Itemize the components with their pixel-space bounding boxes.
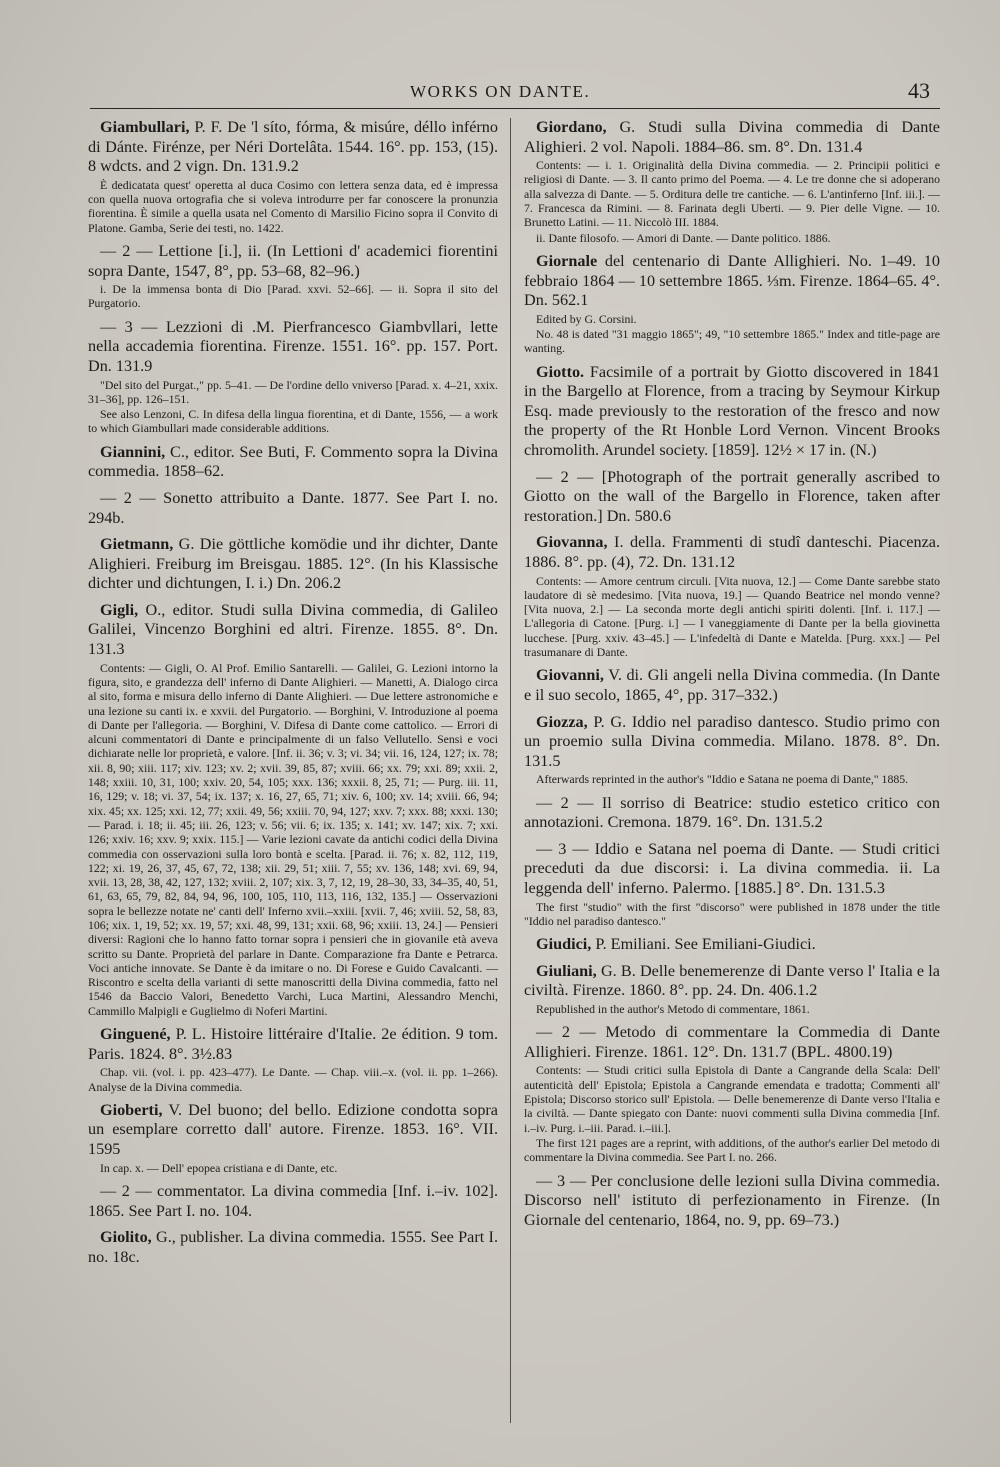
entry-description: P. G. Iddio nel paradiso dantesco. Studio primo con un proemio sulla Divina commedia. Milano. 1878. 8°. Dn. 131.5 — [524, 712, 940, 770]
catalog-entry — [524, 468, 940, 527]
catalog-entry — [524, 666, 940, 705]
entry-text — [88, 1182, 498, 1221]
catalog-entry — [524, 713, 940, 787]
entry-description: V. di. Gli angeli nella Divina commedia. (In Dante e il suo secolo, 1865, 4°, pp. 317–332.) — [524, 666, 940, 704]
entry-text — [524, 713, 940, 772]
entry-heading: Giovanni, — [536, 666, 604, 685]
entry-note: ii. Dante filosofo. — Amori di Dante. — Dante politico. 1886. — [536, 230, 831, 245]
entry-text — [524, 533, 940, 572]
entry-text — [88, 1228, 498, 1267]
entry-description: — 2 — Metodo di commentare la Commedia di Dante Allighieri. Firenze. 1861. 12°. Dn. 131.7 (BPL. 4800.19) — [524, 1023, 940, 1061]
entry-text — [524, 666, 940, 705]
right-column — [524, 118, 940, 1438]
catalog-entry — [524, 1023, 940, 1164]
entry-text — [88, 489, 498, 528]
entry-note: Republished in the author's Metodo di commentare, 1861. — [536, 1001, 810, 1016]
catalog-entry — [524, 794, 940, 833]
entry-text — [524, 118, 940, 157]
entry-text — [88, 1101, 498, 1160]
running-head-title: WORKS ON DANTE. — [410, 82, 591, 101]
entry-note: È dedicatata quest' operetta al duca Cosimo con lettera senza data, ed è impressa con quella nuova ortografia che si voleva introdurre per far conoscere la pronunzia fiorentina. È simile a quella usata nel Comento di Marsilio Ficino sopra il Convito di Platone. Gamba, Serie dei testi, no. 1422. — [88, 177, 498, 235]
entry-description: — 3 — Per conclusione delle lezioni sulla Divina commedia. Discorso nell' istituto di perfezionamento in Firenze. (In Giornale del centenario, 1864, no. 9, pp. 69–73.) — [524, 1171, 940, 1229]
catalog-entry — [88, 118, 498, 235]
entry-heading: Giambullari, — [100, 118, 190, 136]
entry-text — [524, 840, 940, 899]
entry-description: — 3 — Lezzioni di .M. Pierfrancesco Giambvllari, lette nella accademia fiorentina. Firenze. 1551. 16°. pp. 157. Port. Dn. 131.9 — [88, 317, 498, 375]
entry-note: Edited by G. Corsini. — [536, 311, 637, 326]
entry-text — [88, 242, 498, 281]
catalog-entry — [88, 1101, 498, 1175]
catalog-entry — [88, 1182, 498, 1221]
entry-heading: Giovanna, — [536, 533, 608, 552]
entry-text — [88, 318, 498, 377]
entry-text — [524, 1023, 940, 1062]
entry-heading: Giornale — [536, 251, 598, 270]
entry-description: — 2 — Lettione [i.], ii. (In Lettioni d' academici fiorentini sopra Dante, 1547, 8°, pp. 53–68, 82–96.) — [88, 241, 498, 280]
entry-text — [524, 794, 940, 833]
entry-note: Contents: — Gigli, O. Al Prof. Emilio Santarelli. — Galilei, G. Lezioni intorno la figura, sito, e grandezza dell' inferno di Dante Alighieri. — Manetti, A. Dialogo circa al sito, forma e misura dello inferno di Dante Alighieri. — Due lettere astronomiche e una lezione su canti ix. e xxvii. del Purgatorio. — Borghini, V. Introduzione al poema di Dante per l'allegoria. — Borghini, V. Difesa di Dante come cattolico. — Errori di alcuni commentatori di Dante e principalmente di un falso Vellutello. Sensi e voci dichiarate nelle lor proprietà, e valore. [Inf. ii. 36; v. 3; vi. 34; vii. 16, 124, 127; ix. 78; xii. 8, 90; xiii. 117; xiv. 123; xv. 2; xvii. 39, 85, 87; xviii. 66; xx. 79; xxi. 89; xxii. 2, 148; xxiii. 10, 31, 100; xxiv. 20, 54, 105; xxx. 136; xxxii. 8, 25, 71; — Purg. iii. 11, 16, 129; v. 18; vi. 37, 54; ix. 137; x. 16, 27, 65, 71; xiv. 6, 100; xv. 14; xviii. 66, 94; xix. 45; xx. 125; xxi. 12, 77; xxii. 49, 56; xxiii. 70, 94, 127; xxv. 7; xxx. 88; xxxi. 130; — Parad. i. 18; ii. 45; iii. 26, 123; v. 56; vii. 6; ix. 135; x. 141; xv. 147; xix. 7; xxi. 126; xxiv. 16; xxv. 9; xxix. 115.] — Varie lezioni cavate da antichi codici della Divina commedia con osservazioni sulla loro bontà e scelta. [Parad. ii. 76; x. 82, 112, 119, 122; xi. 19, 26, 37, 45, 67, 72, 138; xii. 29, 51; xiii. 7, 55; xv. 136, 148; xvi. 69, 94, xvii. 13, 28, 38, 42, 127, 132; xviii. 2, 107; xix. 3, 7, 12, 19, 28–30, 33, 34–35, 40, 51, 61, 63, 65, 79, 82, 84, 94, 96, 100, 105, 110, 113, 116, 132, 135.] — Osservazioni sopra le bellezze notate ne' canti dell' Inferno xvii.–xxiii. [xvii. 7, 46; xviii. 52, 58, 83, 106; xix. 1, 19, 52; xx. 19, 57; xxi. 48, 99, 131; xxii. 68, 96; xxiii. 13, 24.] — Pensieri diversi: Ragioni che lo hanno fatto tornar sopra i pensieri che in giovanile età aveva scritto su Dante. Proprietà del parlare in Dante. Comparazione fra Dante e Petrarca. Voci antiche innovate. Se Dante è da imitare o no. Di Forese e Guido Cavalcanti. — Riscontro e scelta della varianti di sette manoscritti della Divina commedia, fatto nel 1546 da Baccio Valori, Benedetto Varchi, Luca Martini, Alessandro Menchi, Cammillo Malpigli e Guglielmo di Noferi Martini. — [88, 660, 498, 1018]
entry-heading: Giannini, — [100, 442, 166, 461]
entry-description: — 2 — Sonetto attribuito a Dante. 1877. See Part I. no. 294b. — [88, 488, 498, 527]
entry-note: The first "studio" with the first "discorso" were published in 1878 under the title "Iddio nel paradiso dantesco." — [524, 899, 940, 928]
entry-note: Contents: — i. 1. Originalità della Divina commedia. — 2. Principii politici e religiosi di Dante. — 3. Il canto primo del Poema. — 4. Le tre donne che si adoperano alla salvezza di Dante. — 5. Orditura delle tre cantiche. — 6. L'antinferno [Inf. iii.]. — 7. Francesca da Rimini. — 8. Farinata degli Uberti. — 9. Pier delle Vigne. — 10. Brunetto Latini. — 11. Niccolò III. 1884. — [524, 158, 940, 230]
entry-note: In cap. x. — Dell' epopea cristiana e di Dante, etc. — [100, 1160, 338, 1175]
entry-heading: Giudici, — [536, 935, 592, 954]
entry-heading: Gigli, — [100, 600, 139, 619]
catalog-entry — [524, 962, 940, 1016]
catalog-entry — [524, 533, 940, 659]
entry-note: See also Lenzoni, C. In difesa della lingua fiorentina, et di Dante, 1556, — a work to which Giambullari made considerable additions. — [88, 407, 498, 436]
entry-description: del centenario di Dante Allighieri. No. 1–49. 10 febbraio 1864 — 10 settembre 1865. ⅓m. Firenze. 1864–65. 4°. Dn. 562.1 — [524, 251, 940, 310]
entry-heading: Giordano, — [536, 118, 607, 136]
entry-heading: Ginguené, — [100, 1025, 171, 1044]
catalog-entry — [524, 1172, 940, 1231]
entry-heading: Giuliani, — [536, 961, 597, 980]
catalog-entry — [524, 252, 940, 356]
entry-description: P. F. De 'l síto, fórma, & misúre, déllo inférno di Dánte. Firénze, per Néri Dortelâta. 1544. 16°. pp. 153, (15). 8 wdcts. and 2 vign. Dn. 131.9.2 — [88, 118, 498, 176]
entry-text — [88, 118, 498, 177]
page-number: 43 — [908, 78, 930, 103]
left-column — [88, 118, 498, 1438]
catalog-entry — [88, 1228, 498, 1267]
catalog-entry — [88, 443, 498, 482]
entry-heading: Giozza, — [536, 712, 588, 731]
column-divider — [510, 118, 511, 1423]
entry-description: Facsimile of a portrait by Giotto discovered in 1841 in the Bargello at Florence, from a tracing by Seymour Kirkup Esq. made previously to the restoration of the fresco and now the property of the Rt Honble Lord Vernon. Vincent Brooks chromolith. Arundel society. [1859]. 12½ × 17 in. (N.) — [524, 362, 940, 460]
entry-text — [524, 962, 940, 1001]
catalog-entry — [524, 118, 940, 245]
catalog-entry — [88, 489, 498, 528]
entry-description: — 2 — [Photograph of the portrait generally ascribed to Giotto on the wall of the Bargello in Florence, taken after restoration.] Dn. 580.6 — [524, 467, 940, 525]
catalog-entry — [88, 1025, 498, 1094]
catalog-entry — [88, 601, 498, 1018]
header-rule — [90, 108, 940, 109]
entry-description: O., editor. Studi sulla Divina commedia, di Galileo Galilei, Vincenzo Borghini ed altri. Firenze. 1855. 8°. Dn. 131.3 — [88, 600, 498, 659]
entry-description: G. B. Delle benemerenze di Dante verso l' Italia e la civiltà. Firenze. 1860. 8°. pp. 24. Dn. 406.1.2 — [524, 961, 940, 1000]
entry-note: No. 48 is dated "31 maggio 1865"; 49, "10 settembre 1865." Index and title-page are wanting. — [524, 327, 940, 356]
entry-text — [88, 535, 498, 594]
entry-text — [524, 363, 940, 461]
entry-description: G. Die göttliche komödie und ihr dichter, Dante Alighieri. Freiburg im Breisgau. 1885. 12°. (In his Klassische dichter und dichtungen, I. i.) Dn. 206.2 — [88, 535, 498, 593]
entry-text — [88, 443, 498, 482]
entry-description: — 3 — Iddio e Satana nel poema di Dante. — Studi critici preceduti da due discorsi: i. La divina commedia. ii. La leggenda dell' inferno. Palermo. [1885.] 8°. Dn. 131.5.3 — [524, 839, 940, 897]
entry-description: — 2 — Il sorriso di Beatrice: studio estetico critico con annotazioni. Cremona. 1879. 16°. Dn. 131.5.2 — [524, 793, 940, 832]
entry-description: G. Studi sulla Divina commedia di Dante Alighieri. 2 vol. Napoli. 1884–86. sm. 8°. Dn. 131.4 — [524, 118, 940, 156]
entry-heading: Gietmann, — [100, 535, 174, 554]
entry-note: Afterwards reprinted in the author's "Iddio e Satana ne poema di Dante," 1885. — [536, 772, 909, 787]
catalog-entry — [88, 535, 498, 594]
entry-description: G., publisher. La divina commedia. 1555. See Part I. no. 18c. — [88, 1228, 498, 1266]
entry-description: P. L. Histoire littéraire d'Italie. 2e édition. 9 tom. Paris. 1824. 8°. 3½.83 — [88, 1025, 498, 1063]
entry-heading: Gioberti, — [100, 1100, 163, 1119]
catalog-entry — [88, 318, 498, 436]
entry-description: P. Emiliani. See Emiliani-Giudici. — [591, 935, 816, 954]
catalog-entry — [88, 242, 498, 311]
entry-note: "Del sito del Purgat.," pp. 5–41. — De l'ordine dello vniverso [Parad. x. 4–21, xxix. 31–36], pp. 126–151. — [88, 377, 498, 406]
entry-description: I. della. Frammenti di studî danteschi. Piacenza. 1886. 8°. pp. (4), 72. Dn. 131.12 — [524, 533, 940, 571]
entry-text — [524, 468, 940, 527]
entry-text — [524, 1172, 940, 1231]
entry-heading: Giolito, — [100, 1228, 152, 1247]
entry-note: i. De la immensa bonta di Dio [Parad. xxvi. 52–66]. — ii. Sopra il sito del Purgatorio. — [88, 282, 498, 311]
entry-text — [88, 1025, 498, 1064]
running-head — [90, 78, 940, 108]
entry-description: C., editor. See Buti, F. Commento sopra la Divina commedia. 1858–62. — [88, 442, 498, 481]
catalog-entry — [524, 363, 940, 461]
entry-description: V. Del buono; del bello. Edizione condotta sopra un esemplare corretto dall' autore. Firenze. 1853. 16°. VII. 1595 — [88, 1100, 498, 1159]
entry-note: The first 121 pages are a reprint, with additions, of the author's earlier Del metodo di commentare la Divina commedia. See Part I. no. 266. — [524, 1135, 940, 1165]
entry-note: Chap. vii. (vol. i. pp. 423–477). Le Dante. — Chap. viii.–x. (vol. ii. pp. 1–266). Analyse de la Divina commedia. — [88, 1065, 498, 1094]
entry-text — [524, 252, 940, 311]
entry-text — [88, 601, 498, 660]
catalog-entry — [524, 935, 940, 955]
entry-description: — 2 — commentator. La divina commedia [Inf. i.–iv. 102]. 1865. See Part I. no. 104. — [88, 1181, 498, 1220]
catalog-entry — [524, 840, 940, 928]
entry-heading: Giotto. — [536, 362, 585, 381]
entry-note: Contents: — Studi critici sulla Epistola di Dante a Cangrande della Scala: Dell' autenticità dell' Epistola; Epistola a Cangrande emendata e tradotta; Commenti all' Epistola; Discorso storico sull' Epistola. — Delle benemerenze di Dante verso l'Italia e la civiltà. — Dante spiegato con Dante: nuovi commenti sulla Divina commedia [Inf. i.–iv. Purg. i.–iii. Parad. i.–iii.]. — [524, 1063, 940, 1135]
entry-note: Contents: — Amore centrum circuli. [Vita nuova, 12.] — Come Dante sarebbe stato laudatore di sè medesimo. [Vita nuova, 19.] — Quando Beatrice nel mondo venne? [Vita nuova, 2.] — La seconda morte degli antichi spiriti dolenti. [Inf. i. 117.] — L'allegoria di Catone. [Purg. i.] — I vaneggiamente di Dante per la bella giovinetta lucchese. [Purg. xxiv. 43–45.] — L'infedeltà di Dante e Matelda. [Purg. xxx.] — Pel trasumanare di Dante. — [524, 573, 940, 660]
entry-text — [524, 935, 940, 955]
